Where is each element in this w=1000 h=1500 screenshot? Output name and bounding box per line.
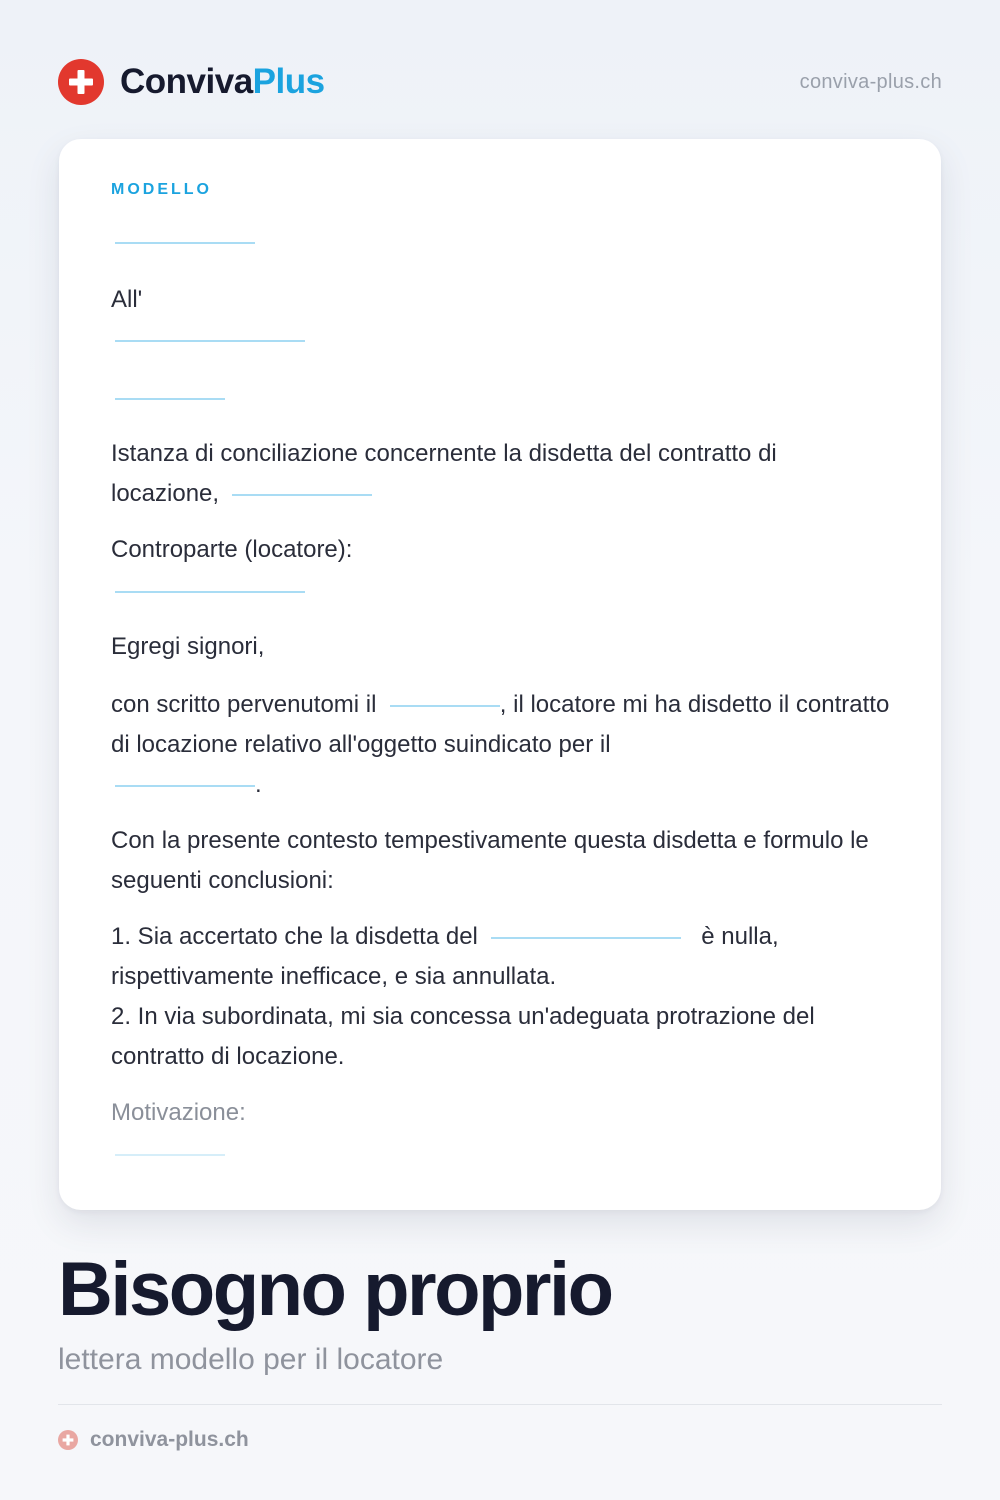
- blank-termination-date[interactable]: [115, 785, 255, 787]
- item1-end: è nulla, rispettivamente inefficace, e sia annullata.: [111, 923, 779, 990]
- para1-middle: , il locatore mi ha disdetto il contratto di locazione relativo all'oggetto suindicato per il: [111, 691, 890, 758]
- item2: 2. In via subordinata, mi sia concessa un'adeguata protrazione del contratto di locazione.: [111, 1003, 815, 1070]
- blank-termination-ref[interactable]: [491, 937, 681, 939]
- para1-end: .: [255, 771, 262, 798]
- swiss-cross-icon: [58, 59, 104, 105]
- header-domain-link[interactable]: conviva-plus.ch: [799, 70, 942, 93]
- motivation-label: Motivazione:: [111, 1099, 246, 1126]
- counterparty-label: Controparte (locatore):: [111, 536, 353, 563]
- subject-line: [111, 434, 891, 514]
- blank-received-date[interactable]: [390, 705, 500, 707]
- page-subtitle: lettera modello per il locatore: [58, 1343, 444, 1376]
- letter-body: [111, 181, 891, 1156]
- salutation-prefix: All': [111, 286, 143, 313]
- paragraph-contest: Con la presente contesto tempestivamente questa disdetta e formulo le seguenti conclusioni:: [111, 827, 869, 894]
- brand-name-primary: Conviva: [120, 62, 253, 101]
- para1-start: con scritto pervenutomi il: [111, 691, 377, 718]
- brand-name-accent: Plus: [252, 62, 325, 101]
- brand-name: [120, 62, 325, 102]
- paragraph-notice: [111, 685, 891, 805]
- footer-domain-link[interactable]: conviva-plus.ch: [90, 1428, 249, 1451]
- swiss-cross-icon: [58, 1430, 78, 1450]
- blank-motivation[interactable]: [115, 1154, 225, 1156]
- footer-divider: [58, 1404, 942, 1405]
- subject-text: Istanza di conciliazione concernente la disdetta del contratto di locazione,: [111, 440, 777, 507]
- item1-start: 1. Sia accertato che la disdetta del: [111, 923, 478, 950]
- brand[interactable]: [58, 59, 325, 105]
- greeting: Egregi signori,: [111, 633, 265, 660]
- page-title: Bisogno proprio: [58, 1247, 612, 1332]
- footer: [58, 1428, 249, 1452]
- letter-card: [59, 139, 941, 1210]
- eyebrow-label: MODELLO: [111, 181, 212, 198]
- blank-subject-object[interactable]: [232, 494, 372, 496]
- conclusions-list: [111, 917, 891, 1077]
- header: [58, 58, 942, 106]
